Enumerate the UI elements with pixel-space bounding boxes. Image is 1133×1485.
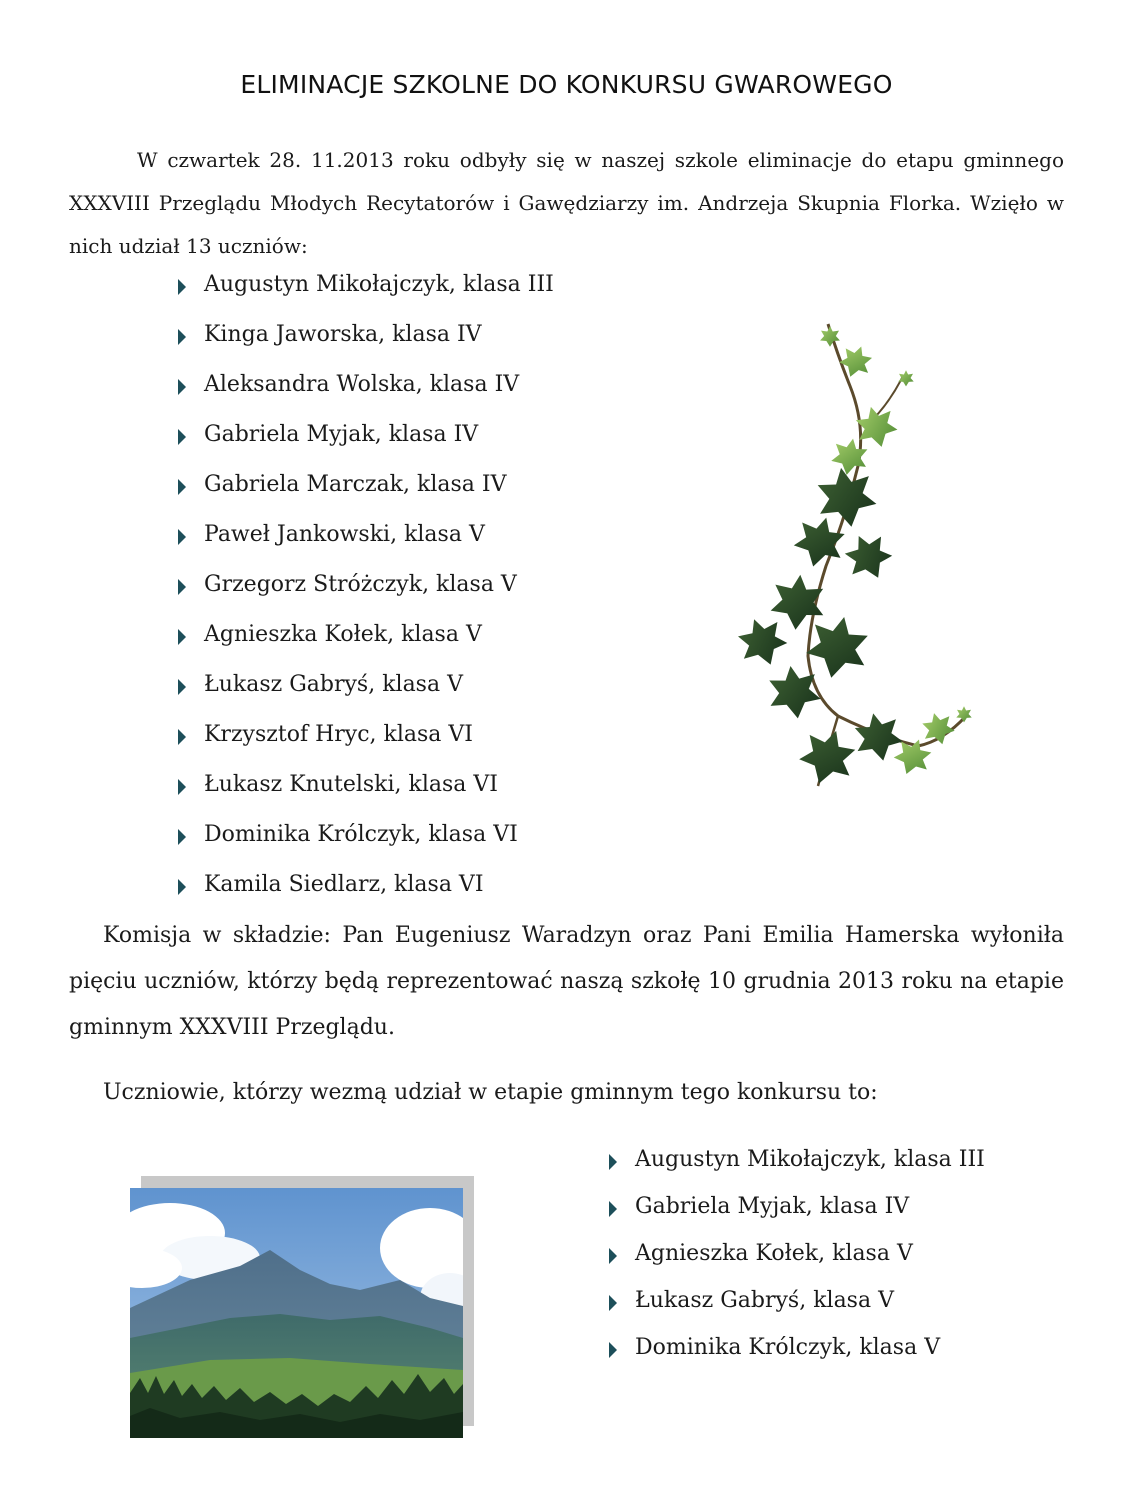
list-item: Krzysztof Hryc, klasa VI bbox=[178, 712, 554, 762]
triangle-bullet-icon bbox=[178, 579, 186, 595]
participants-list bbox=[178, 262, 554, 912]
committee-paragraph: Komisja w składzie: Pan Eugeniusz Waradzyn oraz Pani Emilia Hamerska wyłoniła pięciu uczniów, którzy będą reprezentować naszą szkołę 10 grudnia 2013 roku na etapie gminnym XXXVIII Przeglądu. bbox=[69, 923, 1064, 1040]
list-item: Dominika Królczyk, klasa VI bbox=[178, 812, 554, 862]
triangle-bullet-icon bbox=[178, 429, 186, 445]
list-item: Gabriela Myjak, klasa IV bbox=[609, 1185, 985, 1232]
list-item: Łukasz Gabryś, klasa V bbox=[609, 1279, 985, 1326]
triangle-bullet-icon bbox=[178, 279, 186, 295]
list-item: Paweł Jankowski, klasa V bbox=[178, 512, 554, 562]
triangle-bullet-icon bbox=[178, 729, 186, 745]
page-title: ELIMINACJE SZKOLNE DO KONKURSU GWAROWEGO bbox=[240, 70, 893, 99]
triangle-bullet-icon bbox=[178, 329, 186, 345]
triangle-bullet-icon bbox=[609, 1154, 617, 1170]
triangle-bullet-icon bbox=[609, 1248, 617, 1264]
photo-frame bbox=[130, 1176, 474, 1438]
list-item: Dominika Królczyk, klasa V bbox=[609, 1326, 985, 1373]
triangle-bullet-icon bbox=[178, 529, 186, 545]
triangle-bullet-icon bbox=[609, 1342, 617, 1358]
list-item: Kinga Jaworska, klasa IV bbox=[178, 312, 554, 362]
list-item: Gabriela Myjak, klasa IV bbox=[178, 412, 554, 462]
triangle-bullet-icon bbox=[178, 479, 186, 495]
triangle-bullet-icon bbox=[178, 379, 186, 395]
triangle-bullet-icon bbox=[178, 879, 186, 895]
ivy-vine-illustration bbox=[738, 316, 972, 816]
triangle-bullet-icon bbox=[609, 1295, 617, 1311]
intro-paragraph: W czwartek 28. 11.2013 roku odbyły się w naszej szkole eliminacje do etapu gminnego XXXVIII Przeglądu Młodych Recytatorów i Gawędziarzy im. Andrzeja Skupnia Florka. Wzięło w nich udział 13 uczniów: bbox=[69, 148, 1064, 258]
triangle-bullet-icon bbox=[178, 779, 186, 795]
list-item: Augustyn Mikołajczyk, klasa III bbox=[609, 1138, 985, 1185]
triangle-bullet-icon bbox=[178, 629, 186, 645]
list-item: Gabriela Marczak, klasa IV bbox=[178, 462, 554, 512]
list-item: Kamila Siedlarz, klasa VI bbox=[178, 862, 554, 912]
finalists-list bbox=[609, 1138, 985, 1373]
list-item: Łukasz Knutelski, klasa VI bbox=[178, 762, 554, 812]
list-item: Augustyn Mikołajczyk, klasa III bbox=[178, 262, 554, 312]
list-item: Aleksandra Wolska, klasa IV bbox=[178, 362, 554, 412]
mountain-landscape-photo bbox=[130, 1188, 463, 1438]
triangle-bullet-icon bbox=[609, 1201, 617, 1217]
list-item: Łukasz Gabryś, klasa V bbox=[178, 662, 554, 712]
triangle-bullet-icon bbox=[178, 829, 186, 845]
list-item: Agnieszka Kołek, klasa V bbox=[178, 612, 554, 662]
finalists-intro: Uczniowie, którzy wezmą udział w etapie gminnym tego konkursu to: bbox=[103, 1080, 878, 1105]
triangle-bullet-icon bbox=[178, 679, 186, 695]
list-item: Agnieszka Kołek, klasa V bbox=[609, 1232, 985, 1279]
list-item: Grzegorz Stróżczyk, klasa V bbox=[178, 562, 554, 612]
